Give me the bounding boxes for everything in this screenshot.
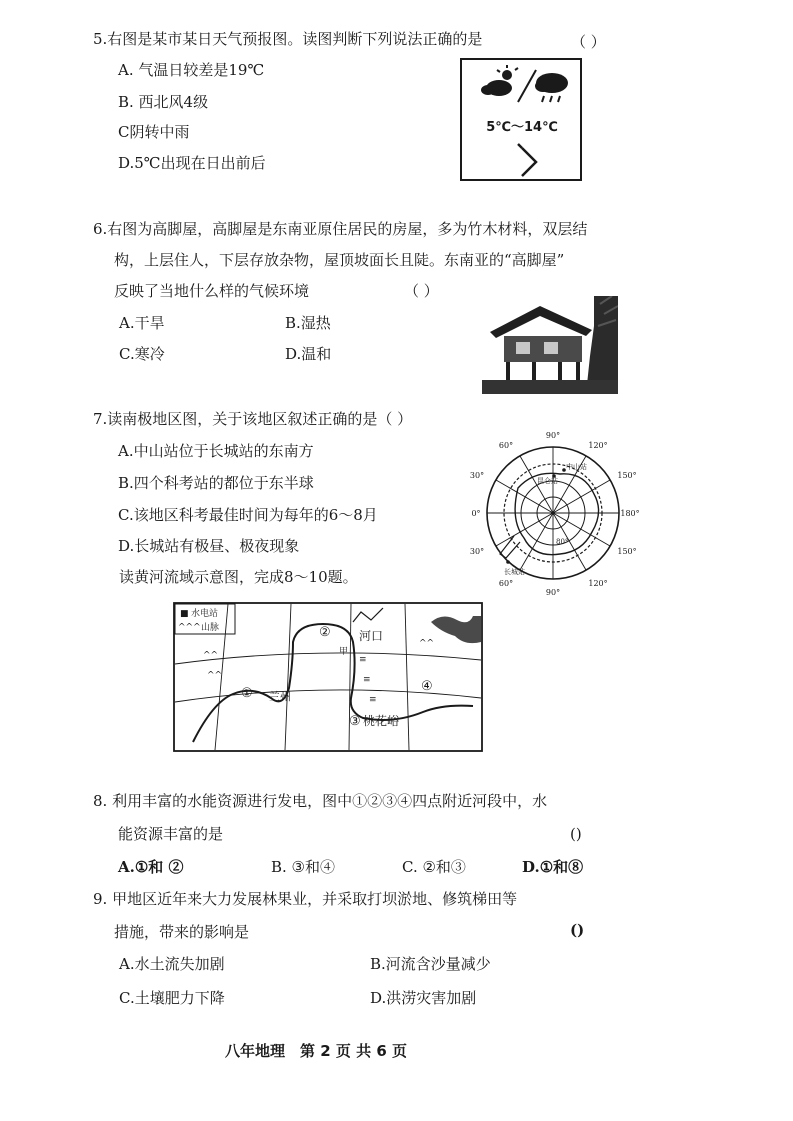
lon-label: 180°: [620, 509, 640, 518]
q7-stem: 7.读南极地区图，关于该地区叙述正确的是（ ）: [93, 410, 413, 428]
lon-label: 30°: [469, 547, 485, 556]
q5-option-b: B. 西北风4级: [118, 93, 209, 111]
q8-option-a: A.①和 ②: [118, 858, 184, 876]
q9-option-c: C.土壤肥力下降: [119, 989, 225, 1007]
station-label-zhongshan: 中山站: [566, 463, 587, 471]
q7-option-c: C.该地区科考最佳时间为每年的6～8月: [118, 506, 378, 524]
station-label-kunlun: 昆仑站: [537, 477, 558, 485]
q6-option-d: D.温和: [285, 345, 332, 363]
q6-option-c: C.寒冷: [119, 345, 165, 363]
point-marker-2: ②: [319, 625, 331, 640]
lon-label: 0°: [471, 509, 481, 518]
svg-text:^^: ^^: [207, 671, 223, 681]
intro-questions-8-10: 读黄河流域示意图，完成8～10题。: [119, 568, 358, 586]
q9-option-a: A.水土流失加剧: [119, 955, 225, 973]
lon-label: 150°: [617, 547, 637, 556]
q7-option-b: B.四个科考站的都位于东半球: [118, 474, 314, 492]
q6-option-a: A.干旱: [119, 314, 165, 332]
lon-label: 60°: [498, 579, 514, 588]
weather-forecast-figure: [460, 58, 582, 181]
q6-stem-line-1: 6.右图为高脚屋，高脚屋是东南亚原住居民的房屋，多为竹木材料，双层结: [93, 220, 588, 238]
q5-option-d: D.5℃出现在日出前后: [118, 154, 266, 172]
yellow-river-basin-map: [173, 602, 483, 752]
lon-label: 60°: [498, 441, 514, 450]
place-label-hekou: 河口: [359, 629, 384, 643]
lon-label: 120°: [588, 441, 608, 450]
q6-answer-bracket: （ ）: [404, 282, 439, 300]
q8-stem-line-2: 能资源丰富的是: [118, 825, 224, 843]
svg-text:≡: ≡: [359, 655, 367, 665]
station-label-changcheng: 长城站: [504, 568, 525, 576]
point-marker-1: ①: [241, 686, 253, 701]
q9-stem-line-2: 措施，带来的影响是: [114, 923, 250, 941]
q9-stem-line-1: 9. 甲地区近年来大力发展林果业，并采取打坝淤地、修筑梯田等: [93, 890, 518, 908]
q8-stem-line-1: 8. 利用丰富的水能资源进行发电，图中①②③④四点附近河段中，水: [93, 792, 548, 810]
q9-answer-bracket: (): [570, 921, 585, 939]
lon-label: 120°: [588, 579, 608, 588]
point-marker-3: ③: [349, 714, 361, 729]
stilt-house-photo: [482, 296, 618, 394]
svg-text:^^: ^^: [419, 639, 435, 649]
q8-option-b: B. ③和④: [271, 858, 336, 876]
temperature-range: 5℃～14℃: [486, 120, 558, 135]
q7-option-d: D.长城站有极昼、极夜现象: [118, 537, 300, 555]
q5-stem: 5.右图是某市某日天气预报图。读图判断下列说法正确的是: [93, 30, 483, 48]
q6-option-b: B.湿热: [285, 314, 331, 332]
lon-label: 150°: [617, 471, 637, 480]
legend-mountain: 山脉: [201, 623, 220, 633]
svg-text:■: ■: [180, 609, 189, 619]
place-label-lanzhou: 兰州: [269, 690, 291, 703]
place-label-taohuayu: 桃花峪: [363, 714, 400, 728]
q8-option-d: D.①和⑧: [522, 858, 584, 876]
svg-text:^^: ^^: [203, 651, 219, 661]
q8-option-c: C. ②和③: [402, 858, 466, 876]
legend-hydropower: 水电站: [191, 609, 219, 619]
svg-text:^^^: ^^^: [178, 623, 201, 633]
svg-text:≡: ≡: [369, 695, 377, 705]
place-label-jia: 甲: [339, 647, 349, 657]
antarctica-map: [464, 428, 642, 598]
q7-option-a: A.中山站位于长城站的东南方: [118, 442, 314, 460]
lon-label: 90°: [545, 588, 561, 597]
lon-label: 90°: [545, 431, 561, 440]
lat-label: 80°: [556, 538, 569, 546]
q5-option-a: A. 气温日较差是19℃: [118, 61, 265, 79]
page-footer: 八年地理 第 2 页 共 6 页: [225, 1042, 407, 1060]
q9-option-b: B.河流含沙量减少: [370, 955, 491, 973]
q8-answer-bracket: (): [570, 825, 582, 843]
point-marker-4: ④: [421, 679, 433, 694]
svg-text:≡: ≡: [363, 675, 371, 685]
q6-stem-line-3: 反映了当地什么样的气候环境: [114, 282, 310, 300]
q6-stem-line-2: 构，上层住人，下层存放杂物，屋顶坡面长且陡。东南亚的“高脚屋”: [114, 251, 565, 269]
q5-answer-bracket: （ ）: [571, 33, 606, 51]
q5-option-c: C阴转中雨: [118, 123, 190, 141]
q9-option-d: D.洪涝灾害加剧: [370, 989, 477, 1007]
lon-label: 30°: [469, 471, 485, 480]
